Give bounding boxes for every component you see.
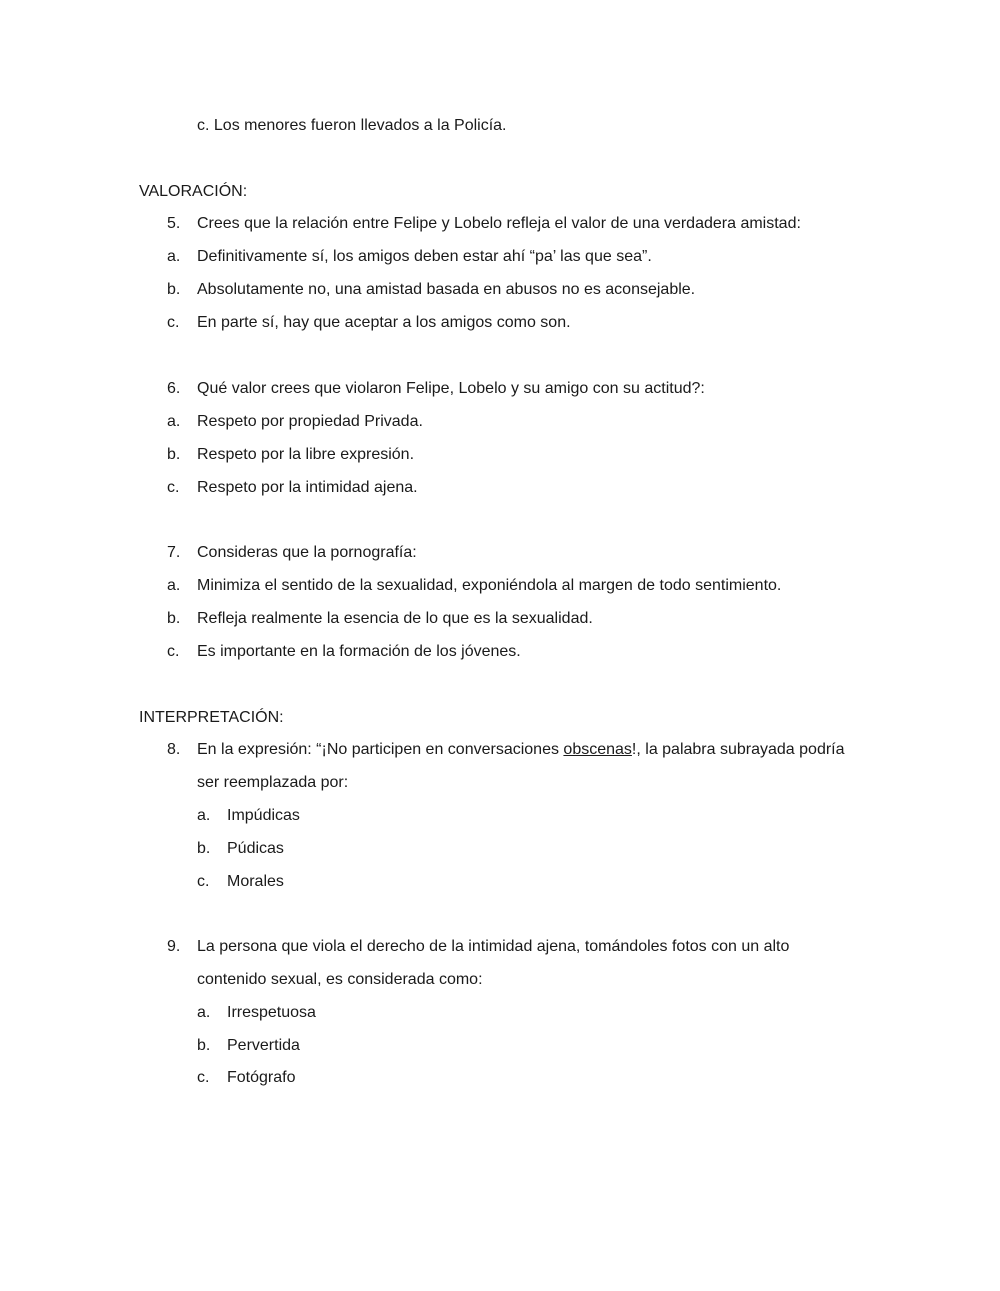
q9-option-a: Irrespetuosa bbox=[227, 1004, 316, 1021]
q7-option-c: Es importante en la formación de los jóvenes. bbox=[197, 643, 521, 660]
q6-number: 6. bbox=[167, 380, 181, 397]
q8-text bbox=[197, 740, 845, 760]
q5-option-b-letter: b. bbox=[167, 281, 181, 298]
q8-option-c: Morales bbox=[227, 873, 284, 890]
q8-option-a: Impúdicas bbox=[227, 807, 300, 824]
q9-option-b: Pervertida bbox=[227, 1037, 300, 1054]
q6-option-b-letter: b. bbox=[167, 446, 181, 463]
q8-option-a-letter: a. bbox=[197, 807, 211, 824]
q6-option-b: Respeto por la libre expresión. bbox=[197, 446, 415, 463]
q6-option-a: Respeto por propiedad Privada. bbox=[197, 413, 423, 430]
q6-option-a-letter: a. bbox=[167, 413, 181, 430]
q9-option-b-letter: b. bbox=[197, 1037, 211, 1054]
q7-option-a-letter: a. bbox=[167, 577, 181, 594]
q9-number: 9. bbox=[167, 938, 181, 955]
q7-option-c-letter: c. bbox=[167, 643, 180, 660]
q7-option-b-letter: b. bbox=[167, 610, 181, 627]
q6-text: Qué valor crees que violaron Felipe, Lobelo y su amigo con su actitud?: bbox=[197, 380, 705, 397]
q8-option-b: Púdicas bbox=[227, 840, 284, 857]
q7-text: Consideras que la pornografía: bbox=[197, 544, 417, 561]
q5-option-a: Definitivamente sí, los amigos deben estar ahí “pa’ las que sea”. bbox=[197, 248, 652, 265]
q9-option-c-letter: c. bbox=[197, 1069, 210, 1086]
q7-option-b: Refleja realmente la esencia de lo que es la sexualidad. bbox=[197, 610, 593, 627]
q5-option-c-letter: c. bbox=[167, 314, 180, 331]
q5-text: Crees que la relación entre Felipe y Lobelo refleja el valor de una verdadera amistad: bbox=[197, 215, 801, 232]
q8-text-line2: ser reemplazada por: bbox=[197, 774, 349, 791]
q8-text-after: !, la palabra subrayada podría bbox=[631, 741, 845, 758]
q6-option-c-letter: c. bbox=[167, 479, 180, 496]
q8-option-c-letter: c. bbox=[197, 873, 210, 890]
q9-text-line1: La persona que viola el derecho de la intimidad ajena, tomándoles fotos con un alto bbox=[197, 938, 790, 955]
q5-option-b: Absolutamente no, una amistad basada en abusos no es aconsejable. bbox=[197, 281, 696, 298]
q5-option-c: En parte sí, hay que aceptar a los amigos como son. bbox=[197, 314, 571, 331]
section-heading-interpretacion: INTERPRETACIÓN: bbox=[139, 709, 284, 726]
q5-option-a-letter: a. bbox=[167, 248, 181, 265]
q9-option-a-letter: a. bbox=[197, 1004, 211, 1021]
q6-option-c: Respeto por la intimidad ajena. bbox=[197, 479, 418, 496]
q7-option-a: Minimiza el sentido de la sexualidad, exponiéndola al margen de todo sentimiento. bbox=[197, 577, 782, 594]
intro-option-c: c. Los menores fueron llevados a la Policía. bbox=[197, 117, 507, 134]
q9-text-line2: contenido sexual, es considerada como: bbox=[197, 971, 483, 988]
q8-option-b-letter: b. bbox=[197, 840, 211, 857]
q9-option-c: Fotógrafo bbox=[227, 1069, 296, 1086]
q8-underlined-word: obscenas bbox=[563, 741, 632, 758]
q5-number: 5. bbox=[167, 215, 181, 232]
q8-number: 8. bbox=[167, 741, 181, 758]
section-heading-valoracion: VALORACIÓN: bbox=[139, 183, 248, 200]
q8-text-before: En la expresión: “¡No participen en conversaciones bbox=[197, 741, 564, 758]
q7-number: 7. bbox=[167, 544, 181, 561]
